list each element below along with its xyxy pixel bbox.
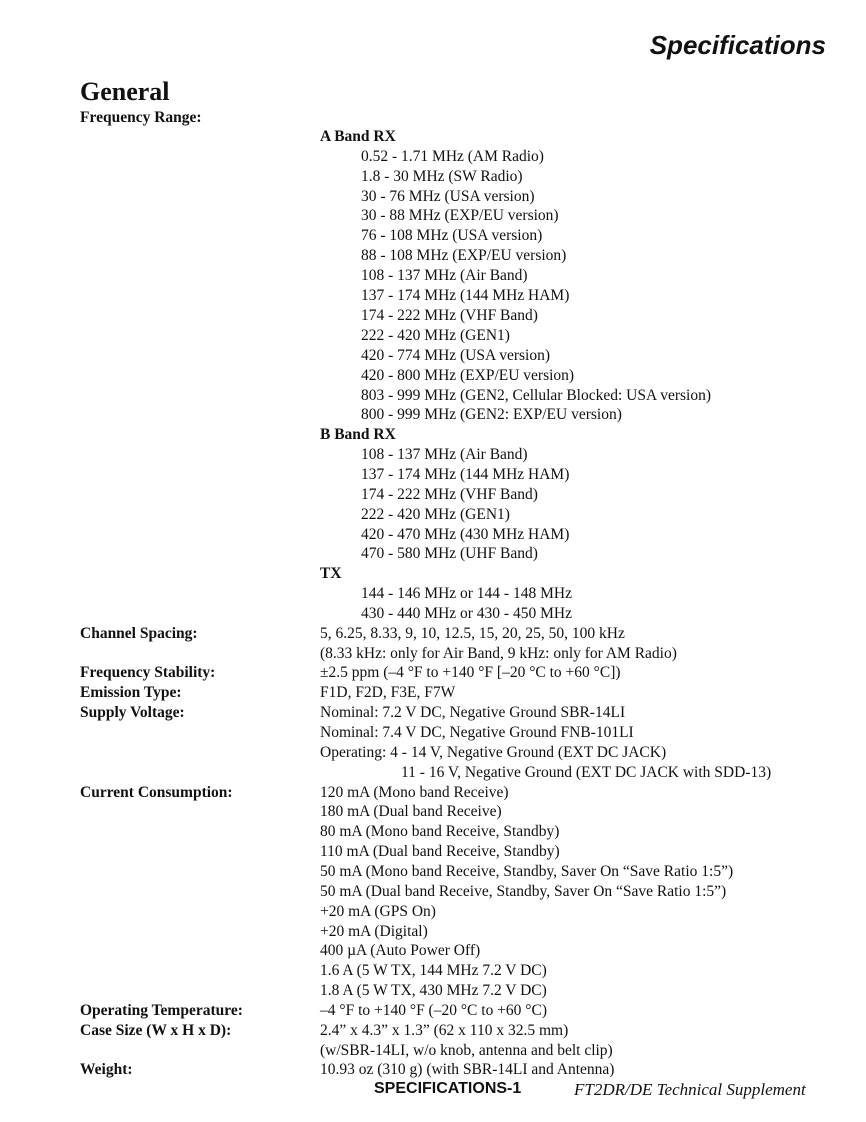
a-band-rx-heading: A Band RX — [320, 128, 396, 145]
a-band-rx-range: 222 - 420 MHz (GEN1) — [361, 327, 510, 344]
b-band-rx-range: 222 - 420 MHz (GEN1) — [361, 506, 510, 523]
weight-value: 10.93 oz (310 g) (with SBR-14LI and Antenna) — [320, 1061, 615, 1078]
b-band-rx-heading: B Band RX — [320, 426, 396, 443]
section-heading: General — [80, 77, 170, 106]
current-consumption-line: 50 mA (Dual band Receive, Standby, Saver On “Save Ratio 1:5”) — [320, 883, 727, 900]
emission-type-value: F1D, F2D, F3E, F7W — [320, 684, 456, 701]
case-size-note: (w/SBR-14LI, w/o knob, antenna and belt clip) — [320, 1042, 613, 1059]
footer-document-title: FT2DR/DE Technical Supplement — [574, 1080, 806, 1099]
b-band-rx-range: 420 - 470 MHz (430 MHz HAM) — [361, 526, 570, 543]
emission-type-label: Emission Type: — [80, 684, 182, 701]
frequency-stability-value: ±2.5 ppm (–4 °F to +140 °F [–20 °C to +60 °C]) — [320, 664, 621, 681]
a-band-rx-range: 420 - 800 MHz (EXP/EU version) — [361, 367, 575, 384]
current-consumption-line: +20 mA (GPS On) — [320, 903, 436, 920]
weight-label: Weight: — [80, 1061, 133, 1078]
a-band-rx-range: 174 - 222 MHz (VHF Band) — [361, 307, 538, 324]
current-consumption-line: 50 mA (Mono band Receive, Standby, Saver On “Save Ratio 1:5”) — [320, 863, 734, 880]
tx-heading: TX — [320, 565, 342, 582]
case-size-label: Case Size (W x H x D): — [80, 1022, 232, 1039]
supply-voltage-label: Supply Voltage: — [80, 704, 185, 721]
current-consumption-line: 110 mA (Dual band Receive, Standby) — [320, 843, 560, 860]
a-band-rx-range: 803 - 999 MHz (GEN2, Cellular Blocked: USA version) — [361, 387, 711, 404]
supply-voltage-line: Nominal: 7.4 V DC, Negative Ground FNB-101LI — [320, 724, 634, 741]
b-band-rx-range: 470 - 580 MHz (UHF Band) — [361, 545, 538, 562]
a-band-rx-range: 0.52 - 1.71 MHz (AM Radio) — [361, 148, 544, 165]
supply-voltage-line: Nominal: 7.2 V DC, Negative Ground SBR-14LI — [320, 704, 626, 721]
frequency-range-label: Frequency Range: — [80, 109, 202, 126]
a-band-rx-range: 420 - 774 MHz (USA version) — [361, 347, 550, 364]
current-consumption-line: 180 mA (Dual band Receive) — [320, 803, 502, 820]
current-consumption-line: 400 µA (Auto Power Off) — [320, 942, 481, 959]
current-consumption-line: 1.6 A (5 W TX, 144 MHz 7.2 V DC) — [320, 962, 547, 979]
tx-range: 430 - 440 MHz or 430 - 450 MHz — [361, 605, 572, 622]
operating-temperature-label: Operating Temperature: — [80, 1002, 243, 1019]
a-band-rx-range: 1.8 - 30 MHz (SW Radio) — [361, 168, 523, 185]
current-consumption-line: +20 mA (Digital) — [320, 923, 428, 940]
b-band-rx-range: 174 - 222 MHz (VHF Band) — [361, 486, 538, 503]
operating-temperature-value: –4 °F to +140 °F (–20 °C to +60 °C) — [320, 1002, 548, 1019]
frequency-stability-label: Frequency Stability: — [80, 664, 216, 681]
current-consumption-line: 120 mA (Mono band Receive) — [320, 784, 509, 801]
channel-spacing-label: Channel Spacing: — [80, 625, 198, 642]
a-band-rx-range: 30 - 76 MHz (USA version) — [361, 188, 535, 205]
page-title: Specifications — [649, 30, 826, 60]
supply-voltage-line: 11 - 16 V, Negative Ground (EXT DC JACK with SDD-13) — [401, 764, 772, 781]
a-band-rx-range: 108 - 137 MHz (Air Band) — [361, 267, 528, 284]
channel-spacing-value: 5, 6.25, 8.33, 9, 10, 12.5, 15, 20, 25, 50, 100 kHz — [320, 625, 625, 642]
a-band-rx-range: 30 - 88 MHz (EXP/EU version) — [361, 207, 559, 224]
current-consumption-line: 80 mA (Mono band Receive, Standby) — [320, 823, 560, 840]
a-band-rx-range: 137 - 174 MHz (144 MHz HAM) — [361, 287, 570, 304]
a-band-rx-range: 800 - 999 MHz (GEN2: EXP/EU version) — [361, 406, 622, 423]
tx-range: 144 - 146 MHz or 144 - 148 MHz — [361, 585, 572, 602]
current-consumption-label: Current Consumption: — [80, 784, 233, 801]
channel-spacing-note: (8.33 kHz: only for Air Band, 9 kHz: only for AM Radio) — [320, 645, 677, 662]
b-band-rx-range: 137 - 174 MHz (144 MHz HAM) — [361, 466, 570, 483]
case-size-value: 2.4” x 4.3” x 1.3” (62 x 110 x 32.5 mm) — [320, 1022, 569, 1039]
supply-voltage-line: Operating: 4 - 14 V, Negative Ground (EXT DC JACK) — [320, 744, 667, 761]
a-band-rx-range: 88 - 108 MHz (EXP/EU version) — [361, 247, 567, 264]
b-band-rx-range: 108 - 137 MHz (Air Band) — [361, 446, 528, 463]
footer-page-label: SPECIFICATIONS-1 — [374, 1080, 522, 1097]
a-band-rx-range: 76 - 108 MHz (USA version) — [361, 227, 543, 244]
current-consumption-line: 1.8 A (5 W TX, 430 MHz 7.2 V DC) — [320, 982, 547, 999]
